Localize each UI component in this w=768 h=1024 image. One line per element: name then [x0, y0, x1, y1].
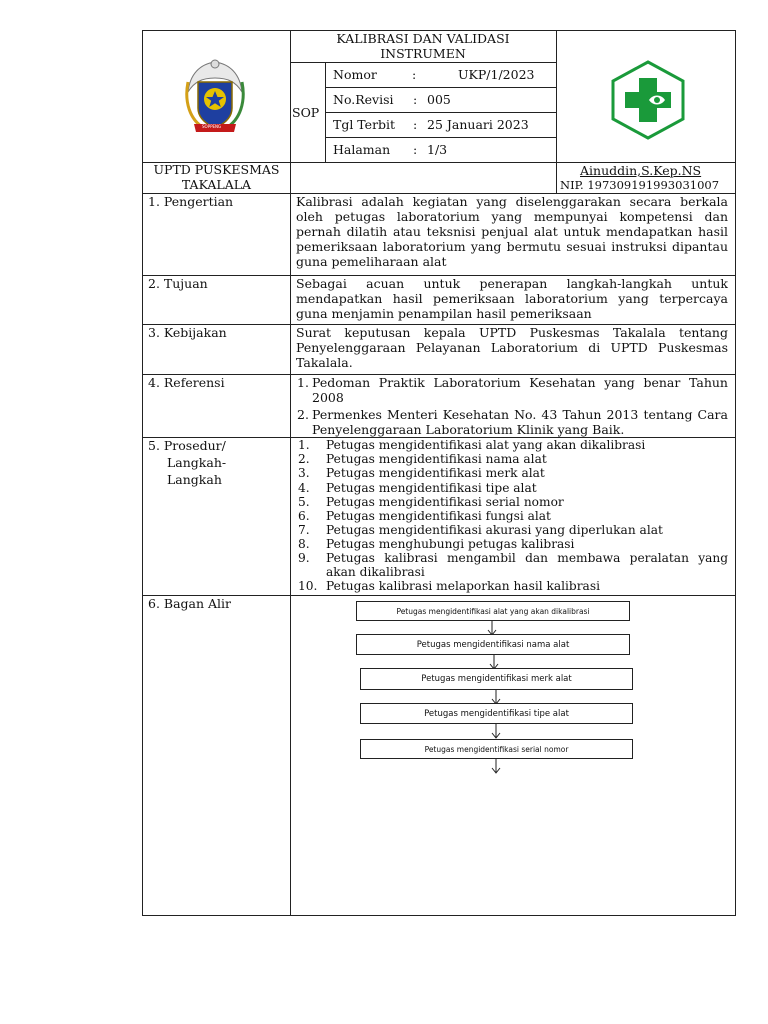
step-number: 4. — [298, 481, 310, 495]
sop-label: SOP — [292, 105, 320, 120]
referensi-item: Pedoman Praktik Laboratorium Kesehatan yang benar Tahun 2008 — [312, 375, 728, 405]
puskesmas-cross-icon — [609, 60, 687, 140]
meta-value-halaman: 1/3 — [427, 142, 448, 157]
meta-value-terbit: 25 Januari 2023 — [427, 117, 529, 132]
meta-sep: : — [412, 67, 417, 82]
header-line — [325, 137, 556, 138]
flowchart-box: Petugas mengidentifikasi tipe alat — [360, 703, 633, 724]
step-text: Petugas mengidentifikasi serial nomor — [326, 495, 564, 509]
step-text: Petugas kalibrasi mengambil dan membawa peralatan yang akan dikalibrasi — [326, 551, 728, 579]
header-divider-right — [556, 30, 557, 193]
regency-logo — [180, 52, 250, 142]
meta-label-halaman: Halaman — [333, 142, 391, 157]
section-label-bagan-alir: 6. Bagan Alir — [148, 596, 232, 611]
document-title: KALIBRASI DAN VALIDASI INSTRUMEN — [336, 31, 510, 61]
header-line — [325, 112, 556, 113]
section-text-kebijakan: Surat keputusan kepala UPTD Puskesmas Takalala tentang Penyelenggaraan Pelayanan Laboratorium di UPTD Puskesmas Takalala. — [296, 325, 728, 370]
meta-value-nomor: UKP/1/2023 — [458, 67, 535, 82]
meta-sep: : — [413, 92, 418, 107]
header-line — [290, 62, 556, 63]
step-text: Petugas mengidentifikasi tipe alat — [326, 481, 537, 495]
section-label-prosedur: 5. Prosedur/ — [148, 438, 226, 453]
referensi-item: Permenkes Menteri Kesehatan No. 43 Tahun 2013 tentang Cara Penyelenggaraan Laboratorium Klinik yang Baik. — [312, 407, 728, 437]
step-text: Petugas mengidentifikasi merk alat — [326, 466, 545, 480]
flowchart-box: Petugas mengidentifikasi nama alat — [356, 634, 630, 655]
meta-value-revisi: 005 — [427, 92, 451, 107]
header-line — [325, 87, 556, 88]
step-number: 8. — [298, 537, 310, 551]
list-item-number: 1. — [297, 375, 309, 390]
section-label-prosedur: Langkah- — [167, 455, 227, 470]
section-line — [142, 595, 736, 596]
meta-label-revisi: No.Revisi — [333, 92, 394, 107]
step-number: 2. — [298, 452, 310, 466]
section-label-referensi: 4. Referensi — [148, 375, 225, 390]
step-number: 9. — [298, 551, 310, 565]
step-text: Petugas mengidentifikasi alat yang akan dikalibrasi — [326, 438, 646, 452]
list-item-number: 2. — [297, 407, 309, 422]
arrow-down-icon — [491, 724, 501, 740]
flowchart-box: Petugas mengidentifikasi serial nomor — [360, 739, 633, 759]
section-label-kebijakan: 3. Kebijakan — [148, 325, 227, 340]
step-number: 1. — [298, 438, 310, 452]
step-text: Petugas kalibrasi melaporkan hasil kalibrasi — [326, 579, 600, 593]
org-name: UPTD PUSKESMAS TAKALALA — [153, 162, 280, 192]
section-text-pengertian: Kalibrasi adalah kegiatan yang diselenggarakan secara berkala oleh petugas laboratorium yang mempunyai kompetensi dan pernah dilatih atau teksnisi penjual alat untuk mendapatkan hasil pemeriksaan laboratorium yang bermutu sesuai instruksi dipantau guna pemeliharaan alat — [296, 194, 728, 269]
logo-caption: SOPPENG — [202, 124, 222, 129]
step-text: Petugas menghubungi petugas kalibrasi — [326, 537, 575, 551]
step-number: 6. — [298, 509, 310, 523]
step-text: Petugas mengidentifikasi fungsi alat — [326, 509, 551, 523]
section-text-tujuan: Sebagai acuan untuk penerapan langkah-langkah untuk mendapatkan hasil pemeriksaan laboratorium yang terpercaya guna menjamin penampilan hasil pemeriksaan — [296, 276, 728, 321]
step-number: 3. — [298, 466, 310, 480]
step-number: 10. — [298, 579, 318, 593]
meta-sep: : — [413, 117, 418, 132]
meta-label-terbit: Tgl Terbit — [333, 117, 396, 132]
step-number: 7. — [298, 523, 310, 537]
table-border-bottom — [142, 915, 736, 916]
puskesmas-logo — [609, 60, 687, 140]
signer-name: Ainuddin,S.Kep.NS — [580, 163, 702, 178]
section-label-tujuan: 2. Tujuan — [148, 276, 208, 291]
step-text: Petugas mengidentifikasi akurasi yang diperlukan alat — [326, 523, 663, 537]
meta-label-nomor: Nomor — [333, 67, 377, 82]
flowchart-box: Petugas mengidentifikasi merk alat — [360, 668, 633, 690]
step-number: 5. — [298, 495, 310, 509]
section-label-pengertian: 1. Pengertian — [148, 194, 234, 209]
section-label-prosedur: Langkah — [167, 472, 222, 487]
step-text: Petugas mengidentifikasi nama alat — [326, 452, 547, 466]
meta-sep: : — [413, 142, 418, 157]
flowchart-box: Petugas mengidentifikasi alat yang akan dikalibrasi — [356, 601, 630, 621]
signer-nip: NIP. 197309191993031007 — [560, 178, 720, 192]
arrow-down-icon — [491, 759, 501, 775]
